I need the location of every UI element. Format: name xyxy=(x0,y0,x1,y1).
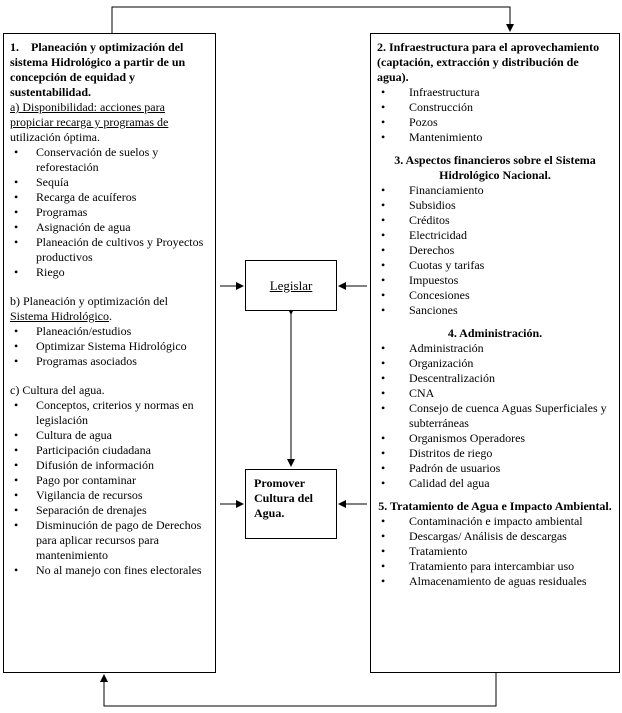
list-item: • Concesiones xyxy=(377,288,613,303)
list-item: • Pozos xyxy=(377,115,613,130)
legislar-label: Legislar xyxy=(269,277,313,293)
list-item: • Planeación de cultivos y Proyectos productivos xyxy=(10,235,209,265)
list-item: • Impuestos xyxy=(377,273,613,288)
list-item: • Conceptos, criterios y normas en legislación xyxy=(10,398,209,428)
disponibilidad-heading-end: utilización óptima. xyxy=(10,130,100,144)
list-item: • Riego xyxy=(10,265,209,280)
list-item: • Vigilancia de recursos xyxy=(10,488,209,503)
list-item: • Padrón de usuarios xyxy=(377,461,613,476)
list-item: • Organismos Operadores xyxy=(377,431,613,446)
list-item: • Recarga de acuíferos xyxy=(10,190,209,205)
administracion-title: 4. Administración. xyxy=(447,326,543,340)
planeacion-title: 1. Planeación y optimización del sistema Hidrológico a partir de un concepción de equidad y sustentabilidad. xyxy=(10,40,186,99)
planeacion-box xyxy=(3,33,216,673)
sistema-hidrologico-link: Sistema Hidrológico xyxy=(10,309,109,323)
list-item: • CNA xyxy=(377,386,613,401)
list-item: • Organización xyxy=(377,356,613,371)
list-item: • Sequía xyxy=(10,175,209,190)
list-item: • Calidad del agua xyxy=(377,476,613,491)
list-item: • Disminución de pago de Derechos para aplicar recursos para mantenimiento xyxy=(10,518,209,563)
list-item: • Mantenimiento xyxy=(377,130,613,145)
promover-cultura-label: Promover Cultura del Agua. xyxy=(254,476,314,520)
legislar-box xyxy=(245,260,337,311)
infraestructura-list xyxy=(377,85,613,145)
list-item: • Sanciones xyxy=(377,303,613,318)
disponibilidad-list xyxy=(10,145,209,280)
list-item: • Conservación de suelos y reforestación xyxy=(10,145,209,175)
tratamiento-list xyxy=(377,514,613,589)
list-item: • Separación de drenajes xyxy=(10,503,209,518)
bottom-loop-arrow xyxy=(104,673,496,706)
administracion-list xyxy=(377,341,613,491)
financieros-title: 3. Aspectos financieros sobre el Sistema Hidrológico Nacional. xyxy=(394,153,596,182)
list-item: • Planeación/estudios xyxy=(10,324,209,339)
list-item: • Construcción xyxy=(377,100,613,115)
list-item: • Tratamiento xyxy=(377,544,613,559)
cultura-list xyxy=(10,398,209,578)
list-item: • Almacenamiento de aguas residuales xyxy=(377,574,613,589)
list-item: • Pago por contaminar xyxy=(10,473,209,488)
list-item: • Tratamiento para intercambiar uso xyxy=(377,559,613,574)
list-item: • Electricidad xyxy=(377,228,613,243)
top-loop-arrow xyxy=(112,7,510,33)
disponibilidad-intro xyxy=(10,100,209,145)
list-item: • Contaminación e impacto ambiental xyxy=(377,514,613,529)
infraestructura-title: 2. Infraestructura para el aprovechamiento (captación, extracción y distribución de agua). xyxy=(377,40,600,84)
list-item: • Participación ciudadana xyxy=(10,443,209,458)
list-item: • Programas xyxy=(10,205,209,220)
list-item: • Subsidios xyxy=(377,198,613,213)
list-item: • Financiamiento xyxy=(377,183,613,198)
list-item: • Administración xyxy=(377,341,613,356)
list-item: • Derechos xyxy=(377,243,613,258)
list-item: • Optimizar Sistema Hidrológico xyxy=(10,339,209,354)
list-item: • Infraestructura xyxy=(377,85,613,100)
aspectos-box xyxy=(370,33,620,673)
promover-cultura-box xyxy=(245,469,337,539)
planeacion-intro-text: b) Planeación y optimización del xyxy=(10,294,168,308)
list-item: • Difusión de información xyxy=(10,458,209,473)
planeacion-list xyxy=(10,324,209,369)
list-item: • Cuotas y tarifas xyxy=(377,258,613,273)
list-item: • Distritos de riego xyxy=(377,446,613,461)
list-item: • No al manejo con fines electorales xyxy=(10,563,209,578)
disponibilidad-heading: a) Disponibilidad: acciones para propiciar recarga y programas de xyxy=(10,100,169,129)
list-item: • Descentralización xyxy=(377,371,613,386)
list-item: • Consejo de cuenca Aguas Superficiales y subterráneas xyxy=(377,401,613,431)
list-item: • Créditos xyxy=(377,213,613,228)
list-item: • Programas asociados xyxy=(10,354,209,369)
planeacion-intro xyxy=(10,294,209,324)
list-item: • Cultura de agua xyxy=(10,428,209,443)
cultura-intro: c) Cultura del agua. xyxy=(10,383,105,397)
list-item: • Asignación de agua xyxy=(10,220,209,235)
list-item: • Descargas/ Análisis de descargas xyxy=(377,529,613,544)
tratamiento-title: 5. Tratamiento de Agua e Impacto Ambiental. xyxy=(378,499,612,513)
planeacion-intro-end: . xyxy=(109,309,112,323)
financieros-list xyxy=(377,183,613,318)
